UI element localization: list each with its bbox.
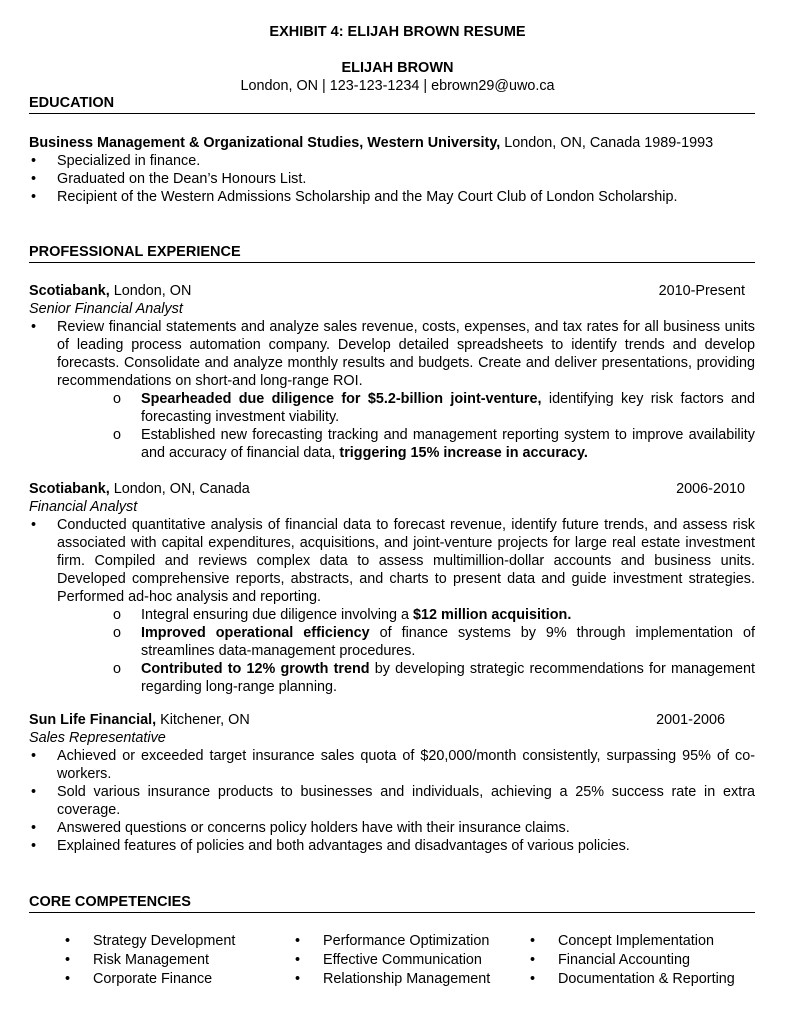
job-bullets xyxy=(29,747,755,855)
contact-line: London, ON | 123-123-1234 | ebrown29@uwo.ca xyxy=(240,78,555,94)
job-location: London, ON xyxy=(109,283,192,299)
degree-name: Business Management & Organizational Studies, Western University, xyxy=(29,135,501,151)
list-item: • Relationship Management xyxy=(290,970,525,989)
job-scotiabank-senior xyxy=(29,282,755,462)
degree-location-dates: London, ON, Canada 1989-1993 xyxy=(500,135,714,151)
list-item: • Conducted quantitative analysis of financial data to forecast revenue, identify future trends, and assess risk associated with capital expenditures, acquisitions, and joint-venture projects for large real estate investment firm. Compiled and reviews complex data to assess multimillion-dollar accounts and business units. Developed comprehensive reports, abstracts, and charts to present data and guide investment strategies. Performed ad-hoc analysis and reporting. xyxy=(29,516,755,606)
exhibit-title: EXHIBIT 4: ELIJAH BROWN RESUME xyxy=(269,24,526,40)
competencies-heading: CORE COMPETENCIES xyxy=(29,894,755,913)
competencies-column-1 xyxy=(60,932,290,989)
job-header xyxy=(29,480,755,498)
list-item: • Strategy Development xyxy=(60,932,290,951)
job-scotiabank-analyst xyxy=(29,480,755,696)
degree-line xyxy=(29,134,755,152)
achievement-text: identifying key risk factors and forecasting investment viability. xyxy=(141,391,755,425)
achievement-text: Established new forecasting tracking and management reporting system to improve availability and accuracy of financial data, xyxy=(141,427,755,461)
job-title: Financial Analyst xyxy=(29,499,138,515)
list-item: • Concept Implementation xyxy=(525,932,760,951)
achievement-item xyxy=(113,606,755,624)
candidate-name: ELIJAH BROWN xyxy=(341,60,454,76)
company-name: Scotiabank, xyxy=(29,283,110,299)
achievement-item xyxy=(113,660,755,696)
achievement-text: of finance systems by 9% through implementation of streamlines data-management procedures. xyxy=(141,625,756,659)
job-title: Senior Financial Analyst xyxy=(29,301,183,317)
job-sunlife xyxy=(29,711,755,855)
list-item: • Achieved or exceeded target insurance sales quota of $20,000/month consistently, surpassing 95% of co-workers. xyxy=(29,747,755,783)
circle-bullet-icon: o xyxy=(113,661,122,677)
list-item: • Answered questions or concerns policy holders have with their insurance claims. xyxy=(29,819,755,837)
company-name: Sun Life Financial, xyxy=(29,712,157,728)
list-item: • Review financial statements and analyze sales revenue, costs, expenses, and tax rates for all business units of leading process automation company. Develop detailed spreadsheets to identify trends and develop forecasts. Consolidate and analyze monthly results and budgets. Create and deliver presentations, providing recommendations on short-and long-range ROI. xyxy=(29,318,755,390)
job-dates: 2010-Present xyxy=(658,283,745,299)
job-header xyxy=(29,711,755,729)
list-item: • Risk Management xyxy=(60,951,290,970)
job-location: London, ON, Canada xyxy=(109,481,250,497)
achievement-list xyxy=(29,606,755,696)
job-bullets xyxy=(29,318,755,390)
circle-bullet-icon: o xyxy=(113,427,122,443)
achievement-highlight: $12 million acquisition. xyxy=(413,607,572,623)
job-title: Sales Representative xyxy=(29,730,166,746)
circle-bullet-icon: o xyxy=(113,607,122,623)
list-item: • Corporate Finance xyxy=(60,970,290,989)
list-item: • Graduated on the Dean’s Honours List. xyxy=(29,170,755,188)
list-item: • Sold various insurance products to businesses and individuals, achieving a 25% success rate in extra coverage. xyxy=(29,783,755,819)
job-location: Kitchener, ON xyxy=(156,712,250,728)
experience-heading: PROFESSIONAL EXPERIENCE xyxy=(29,244,755,263)
competencies-grid xyxy=(60,932,760,989)
list-item: • Documentation & Reporting xyxy=(525,970,760,989)
education-block xyxy=(29,134,755,206)
achievement-item xyxy=(113,390,755,426)
achievement-highlight: Contributed to 12% growth trend xyxy=(141,661,370,677)
achievement-item xyxy=(113,624,756,660)
list-item: • Financial Accounting xyxy=(525,951,760,970)
job-header xyxy=(29,282,755,300)
list-item: • Recipient of the Western Admissions Scholarship and the May Court Club of London Scholarship. xyxy=(29,188,755,206)
achievement-highlight: Improved operational efficiency xyxy=(141,625,370,641)
achievement-highlight: triggering 15% increase in accuracy. xyxy=(339,445,588,461)
company-name: Scotiabank, xyxy=(29,481,110,497)
circle-bullet-icon: o xyxy=(113,391,122,407)
education-bullets xyxy=(29,152,755,206)
achievement-text: Integral ensuring due diligence involving a xyxy=(141,607,414,623)
competencies-column-2 xyxy=(290,932,525,989)
job-dates: 2006-2010 xyxy=(676,481,745,497)
list-item: • Specialized in finance. xyxy=(29,152,755,170)
education-heading: EDUCATION xyxy=(29,95,755,114)
list-item: • Performance Optimization xyxy=(290,932,525,951)
competencies-column-3 xyxy=(525,932,760,989)
circle-bullet-icon: o xyxy=(113,625,122,641)
achievement-highlight: Spearheaded due diligence for $5.2-billion joint-venture, xyxy=(141,391,542,407)
list-item: • Explained features of policies and both advantages and disadvantages of various policies. xyxy=(29,837,755,855)
achievement-list xyxy=(29,390,755,462)
achievement-item xyxy=(113,426,755,462)
job-bullets xyxy=(29,516,755,606)
list-item: • Effective Communication xyxy=(290,951,525,970)
achievement-text: by developing strategic recommendations for management regarding long-range planning. xyxy=(141,661,755,695)
job-dates: 2001-2006 xyxy=(656,712,725,728)
